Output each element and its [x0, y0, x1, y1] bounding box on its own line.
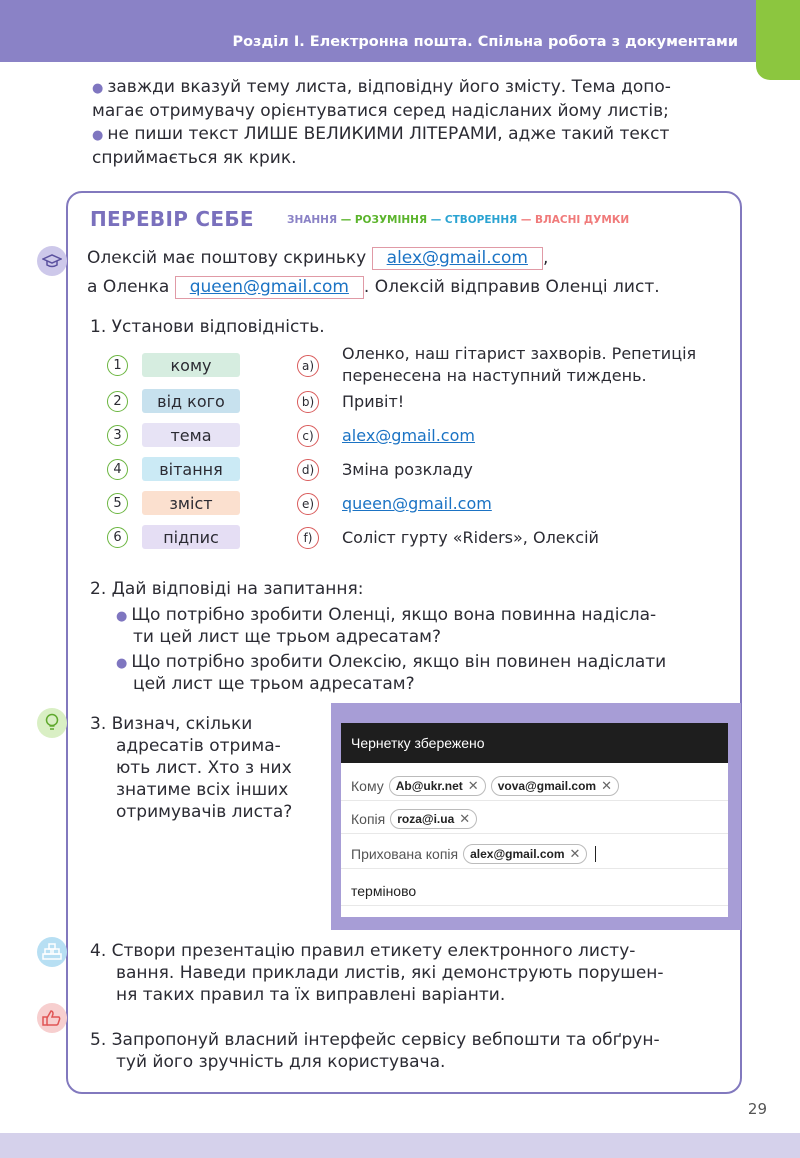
answer-letter: c): [297, 425, 319, 447]
answer-text-cont: перенесена на наступний тиждень.: [342, 366, 647, 385]
task-4-line-3: ня таких правил та їх виправлені варіанти.: [116, 985, 506, 1005]
bullet-icon: ●: [92, 81, 104, 96]
rule-1-cont: магає отримувачу орієнтуватися серед надісланих йому листів;: [92, 101, 669, 121]
remove-icon[interactable]: ✕: [459, 810, 471, 826]
pair-label: зміст: [142, 491, 240, 515]
answer-letter: d): [297, 459, 319, 481]
bcc-row: [341, 839, 728, 869]
pair-number: 4: [107, 459, 128, 480]
chapter-tab: [756, 0, 800, 80]
cc-row: [341, 804, 728, 834]
legend-knowledge: ЗНАННЯ: [287, 214, 338, 226]
question-1: [116, 604, 656, 628]
answer-letter: a): [297, 355, 319, 377]
answer-letter: e): [297, 493, 319, 515]
rule-2: не пиши текст ЛИШЕ ВЕЛИКИМИ ЛІТЕРАМИ, адже такий текст: [107, 124, 670, 144]
task-5-line-1: 5. Запропонуй власний інтерфейс сервісу вебпошти та обґрун-: [90, 1030, 660, 1050]
task-3-line-5: отримувачів листа?: [116, 802, 293, 822]
task-3-line-1: 3. Визнач, скільки: [90, 714, 253, 734]
question-1-text: Що потрібно зробити Оленці, якщо вона повинна надісла-: [131, 605, 657, 625]
cc-label: Копія: [351, 810, 386, 827]
task-3-line-2: адресатів отрима-: [116, 736, 281, 756]
bcc-label: Прихована копія: [351, 845, 459, 862]
rule-1: завжди вказуй тему листа, відповідну його змісту. Тема допо-: [107, 77, 671, 97]
chapter-header: [0, 0, 800, 62]
text-cursor: [595, 846, 596, 862]
to-label: Кому: [351, 777, 384, 794]
pair-number: 5: [107, 493, 128, 514]
pair-label: вітання: [142, 457, 240, 481]
intro-line-2: [87, 276, 660, 299]
to-row: [341, 771, 728, 801]
pair-number: 3: [107, 425, 128, 446]
footer-bar: [0, 1133, 800, 1158]
task-3-line-3: ють лист. Хто з них: [116, 758, 292, 778]
intro-text-2: а Оленка: [87, 277, 170, 297]
intro-line-1: [87, 247, 548, 270]
bullet-icon: ●: [92, 128, 104, 143]
compose-screenshot: [331, 703, 741, 930]
lightbulb-icon: [37, 708, 67, 738]
remove-icon[interactable]: ✕: [601, 777, 612, 793]
question-2-cont: цей лист ще трьом адресатам?: [133, 674, 415, 694]
check-title: ПЕРЕВІР СЕБЕ: [90, 207, 254, 231]
question-2-text: Що потрібно зробити Олексію, якщо він повинен надіслати: [131, 652, 667, 672]
bullet-icon: ●: [116, 609, 128, 624]
intro-text-1: Олексій має поштову скриньку: [87, 248, 367, 268]
answer-text: Оленко, наш гітарист захворів. Репетиція: [342, 344, 697, 363]
answer-text: Зміна розкладу: [342, 460, 473, 479]
recipient-chip[interactable]: [491, 776, 619, 796]
email-alex: alex@gmail.com: [372, 247, 543, 270]
remove-icon[interactable]: ✕: [467, 777, 479, 793]
page-number: 29: [747, 1100, 767, 1118]
skill-legend: ЗНАННЯ — РОЗУМІННЯ — СТВОРЕННЯ — ВЛАСНІ ДУМКИ: [287, 214, 630, 226]
recipient-address: vova@gmail.com: [497, 778, 597, 793]
intro-text-3: . Олексій відправив Оленці лист.: [363, 277, 660, 297]
task-4-line-2: вання. Наведи приклади листів, які демонструють порушен-: [116, 963, 664, 983]
rule-2-cont: сприймається як крик.: [92, 148, 297, 168]
task-4-line-1: 4. Створи презентацію правил етикету електронного листу-: [90, 941, 636, 961]
email-queen: queen@gmail.com: [175, 276, 364, 299]
legend-creation: СТВОРЕННЯ: [444, 214, 518, 226]
answer-letter: f): [297, 527, 319, 549]
answer-link[interactable]: alex@gmail.com: [342, 426, 475, 445]
intro-rules: [92, 76, 742, 170]
question-1-cont: ти цей лист ще трьом адресатам?: [133, 627, 441, 647]
recipient-chip[interactable]: [463, 844, 587, 864]
draft-saved-bar: Чернетку збережено: [341, 723, 728, 763]
compose-window: [341, 723, 728, 917]
legend-own-thoughts: ВЛАСНІ ДУМКИ: [535, 214, 630, 226]
thumbs-up-icon: [37, 1003, 67, 1033]
answer-text: Соліст гурту «Riders», Олексій: [342, 528, 599, 547]
graduation-cap-icon: [37, 246, 67, 276]
pair-number: 1: [107, 355, 128, 376]
pair-number: 2: [107, 391, 128, 412]
recipient-chip[interactable]: [390, 809, 477, 829]
comma: ,: [542, 248, 549, 268]
recipient-chip[interactable]: [389, 776, 486, 796]
blocks-icon: [37, 937, 67, 967]
pair-label: від кого: [142, 389, 240, 413]
task-1-title: 1. Установи відповідність.: [90, 317, 325, 337]
recipient-address: Ab@ukr.net: [395, 778, 463, 793]
answer-text: Привіт!: [342, 392, 405, 411]
pair-label: тема: [142, 423, 240, 447]
legend-understanding: РОЗУМІННЯ: [354, 214, 428, 226]
task-2-title: 2. Дай відповіді на запитання:: [90, 579, 364, 599]
question-2: [116, 651, 666, 675]
task-5-line-2: туй його зручність для користувача.: [116, 1052, 446, 1072]
task-3-line-4: знатиме всіх інших: [116, 780, 289, 800]
pair-number: 6: [107, 527, 128, 548]
answer-link[interactable]: queen@gmail.com: [342, 494, 492, 513]
recipient-address: roza@i.ua: [397, 811, 455, 826]
recipient-address: alex@gmail.com: [470, 846, 565, 861]
answer-letter: b): [297, 391, 319, 413]
bullet-icon: ●: [116, 656, 128, 671]
pair-label: кому: [142, 353, 240, 377]
pair-label: підпис: [142, 525, 240, 549]
subject-field[interactable]: терміново: [341, 876, 728, 906]
chapter-title: Розділ І. Електронна пошта. Спільна робота з документами: [232, 34, 738, 50]
remove-icon[interactable]: ✕: [569, 845, 581, 861]
